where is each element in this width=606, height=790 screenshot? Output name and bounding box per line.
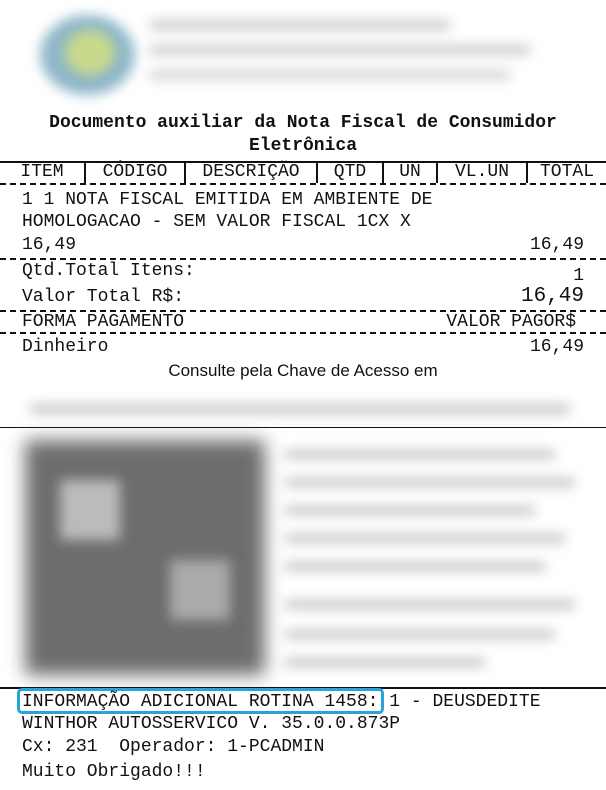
payment-header-right: VALOR PAGOR$ <box>446 312 576 332</box>
payment-header-left: FORMA PAGAMENTO <box>22 312 185 332</box>
additional-info-value: 1 - DEUSDEDITE <box>378 692 541 712</box>
additional-info-line <box>22 691 584 713</box>
col-descricao: DESCRIÇÃO <box>186 162 318 183</box>
divider <box>0 183 606 185</box>
access-key-blurred <box>30 404 570 414</box>
item-total: 16,49 <box>529 235 584 255</box>
divider <box>0 427 606 428</box>
col-item: ITEM <box>0 162 86 183</box>
table-header <box>0 162 606 183</box>
payment-method: Dinheiro <box>22 337 109 357</box>
col-un: UN <box>384 162 438 183</box>
col-qtd: QTD <box>318 162 384 183</box>
thank-you-message: Muito Obrigado!!! <box>22 762 206 782</box>
additional-info-label: INFORMAÇÃO ADICIONAL ROTINA 1458: <box>22 692 379 712</box>
divider <box>0 332 606 334</box>
col-codigo: CÓDIGO <box>86 162 186 183</box>
item-unit-value: 16,49 <box>22 235 77 255</box>
qtd-total-value: 1 <box>573 266 584 286</box>
document-title-line2: Eletrônica <box>248 136 358 156</box>
qtd-total-label: Qtd.Total Itens: <box>22 261 195 281</box>
software-version: WINTHOR AUTOSSERVICO V. 35.0.0.873P <box>22 714 401 734</box>
col-total: TOTAL <box>539 162 594 182</box>
item-line1: 1 1 NOTA FISCAL EMITIDA EM AMBIENTE DE <box>22 190 433 210</box>
item-line2: HOMOLOGACAO - SEM VALOR FISCAL 1CX X <box>22 212 411 232</box>
cashier-operator: Cx: 231 Operador: 1-PCADMIN <box>22 737 325 757</box>
consult-text: Consulte pela Chave de Acesso em <box>168 361 438 380</box>
valor-total-label: Valor Total R$: <box>22 287 185 307</box>
valor-total-value: 16,49 <box>520 285 584 308</box>
document-title-line1: Documento auxiliar da Nota Fiscal de Consumidor <box>49 113 557 133</box>
payment-amount: 16,49 <box>529 337 584 357</box>
col-vlun: VL.UN <box>438 162 528 183</box>
